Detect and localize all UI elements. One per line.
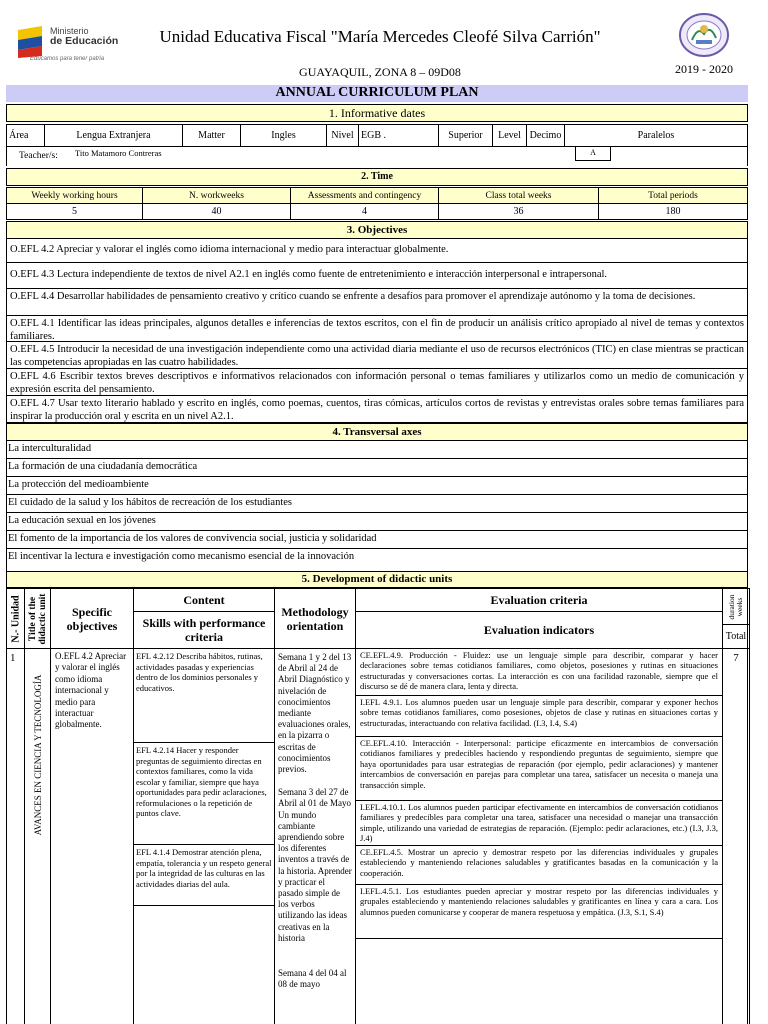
- ecuador-flag-icon: [16, 26, 44, 58]
- school-name: Unidad Educativa Fiscal "María Mercedes Cleofé Silva Carrión": [159, 27, 601, 46]
- level-label: Level: [493, 125, 527, 147]
- time-header-weekly-hours: Weekly working hours: [7, 188, 143, 204]
- transversal-axis-item: La educación sexual en los jóvenes: [6, 513, 748, 531]
- transversal-axis-item: El fomento de la importancia de los valores de convivencia social, justicia y solidaridad: [6, 531, 748, 549]
- unit-skill-item: EFL 4.2.12 Describa hábitos, rutinas, actividades pasadas y experiencias dentro de los dominios personales y educativos.: [133, 648, 275, 743]
- unit-skill-item: EFL 4.1.4 Demostrar atención plena, empatía, tolerancia y un respeto general por la integridad de las culturas en las actividades diarias del aula.: [133, 844, 275, 906]
- methodology-week-item: Semana 1 y 2 del 13 de Abril al 24 de Abril Diagnóstico y nivelación de conocimientos mediante evaluaciones orales, en la pizarra o escritas de conocimientos previos.: [278, 652, 352, 775]
- evaluation-criterion: CE.EFL.4.5. Mostrar un aprecio y demostrar respeto por las diferencias individuales y grupales estableciendo y manteniendo relaciones saludables y gratificantes basadas en la comunicación y la cooperación.: [355, 845, 723, 885]
- evaluation-indicator: I.EFL.4.10.1. Los alumnos pueden participar efectivamente en intercambios de conversación cotidianos familiares y predecibles para completar una tarea, satisfacer una necesidad o manejar una transacción simple, utilizando una variedad de estrategias de reparación. (Ejemplo: pedir aclaraciones, etc.) (I.3, J.3, J.4): [355, 800, 723, 846]
- header-unit-number: N.- Unidad: [6, 588, 25, 649]
- header-skills: Skills with performance criteria: [133, 611, 275, 649]
- school-location: GUAYAQUIL, ZONA 8 – 09D08: [299, 65, 461, 79]
- plan-title: ANNUAL CURRICULUM PLAN: [6, 85, 748, 102]
- paralelos-label: Paralelos: [565, 125, 748, 147]
- transversal-axis-item: La formación de una ciudadanía democrática: [6, 459, 748, 477]
- unit-duration: 7: [722, 648, 750, 1024]
- unit-skill-empty: [133, 905, 275, 1024]
- header-evaluation-indicators: Evaluation indicators: [355, 611, 723, 649]
- evaluation-criterion: CE.EFL.4.10. Interacción - Interpersonal: participe eficazmente en intercambios de conversación cotidianos familiares y predecibles haciendo y respondiendo preguntas de seguimiento, siempre que haya oportunidades para usar estrategias de reparación (por ejemplo, pedir aclaraciones) y mantener intercambios de conversación en parejas para completar una tarea, satisfacer un necesita o maneja una transacción simple.: [355, 736, 723, 801]
- transversal-axis-item: La interculturalidad: [6, 441, 748, 459]
- matter-value: Ingles: [241, 125, 327, 147]
- teacher-label: Teacher/s:: [19, 151, 58, 161]
- objective-item: O.EFL 4.2 Apreciar y valorar el inglés como idioma internacional y medio para interactuar globalmente.: [6, 239, 748, 263]
- methodology-week-item: Semana 4 del 04 al 08 de mayo: [278, 968, 347, 990]
- objective-item: O.EFL 4.3 Lectura independiente de textos de nivel A2.1 en inglés como fuente de entretenimiento e interacción interpersonal e intrapersonal.: [6, 263, 748, 289]
- objective-item: O.EFL 4.5 Introducir la necesidad de una investigación independiente como una actividad diaria mediante el uso de recursos electrónicos (TIC) en clase mientras se practican las competencias apropiadas en las cuatro habilidades.: [6, 342, 748, 369]
- methodology-week-item: Semana 3 del 27 de Abril al 01 de Mayo Un mundo cambiante aprendiendo sobre los diferentes inventos a través de la historia. Aprender y practicar el pasado simple de los verbos utilizando las ideas creativas en la historia: [278, 787, 352, 943]
- evaluation-empty: [355, 938, 723, 1024]
- nivel-value: EGB .: [359, 125, 439, 147]
- ministry-logo: [14, 22, 124, 66]
- unit-number: 1: [6, 648, 25, 1024]
- area-value: Lengua Extranjera: [45, 125, 183, 147]
- header-unit-title: Title of the didactic unit: [24, 588, 51, 649]
- time-value-class-weeks: 36: [439, 204, 599, 220]
- teacher-row: [6, 146, 748, 166]
- section-objectives-title: 3. Objectives: [6, 221, 748, 239]
- ministry-name-line2: de Educación: [50, 35, 119, 47]
- matter-label: Matter: [183, 125, 241, 147]
- time-value-assessments: 4: [291, 204, 439, 220]
- time-value-workweeks: 40: [143, 204, 291, 220]
- objective-item: O.EFL 4.4 Desarrollar habilidades de pensamiento creativo y crítico cuando se enfrente a desafíos para promover el aprendizaje autónomo y la toma de decisiones.: [6, 289, 748, 316]
- unit-title: AVANCES EN CIENCIA Y TECNOLOGÍA: [32, 674, 43, 836]
- area-label: Área: [7, 125, 45, 147]
- time-value-total-periods: 180: [599, 204, 748, 220]
- level-value: Decimo: [527, 125, 565, 147]
- superior-label: Superior: [439, 125, 493, 147]
- school-year: 2019 - 2020: [675, 62, 733, 76]
- evaluation-indicator: I.EFL 4.9.1. Los alumnos pueden usar un lenguaje simple para describir, comparar y exponer hechos sobre temas cotidianos familiares, como posesiones, objetos de clase y rutinas en situaciones cortas y estructuradas, interactuando con relativa facilidad. (I.3, I.4, S.4): [355, 695, 723, 737]
- objective-item: O.EFL 4.7 Usar texto literario hablado y escrito en inglés, como poemas, cuentos, tiras cómicas, artículos cortos de revistas y entrevistas orales sobre temas familiares para inspirar la producción oral y escrita en un nivel A2.1.: [6, 396, 748, 423]
- didactic-units-table: [6, 588, 748, 1024]
- section-time-title: 2. Time: [6, 168, 748, 186]
- informative-dates-table: [6, 124, 748, 147]
- unit-methodology: [274, 648, 356, 1024]
- document-header: [0, 0, 768, 86]
- unit-title-cell: [24, 648, 51, 1024]
- nivel-label: Nivel: [327, 125, 359, 147]
- teacher-name: Tito Matamoro Contreras: [75, 148, 162, 158]
- transversal-axis-item: La protección del medioambiente: [6, 477, 748, 495]
- paralelo-value: A: [575, 147, 611, 161]
- school-seal-icon: [678, 12, 730, 58]
- time-header-total-periods: Total periods: [599, 188, 748, 204]
- header-methodology: Methodology orientation: [274, 588, 356, 649]
- objective-item: O.EFL 4.1 Identificar las ideas principales, algunos detalles e inferencias de textos escritos, con el fin de producir un análisis crítico apropiado al nivel de temas y contextos familiares.: [6, 316, 748, 342]
- ministry-slogan: Educamos para tener patria: [30, 56, 105, 62]
- section-transversal-axes-title: 4. Transversal axes: [6, 423, 748, 441]
- time-table: [6, 187, 748, 220]
- ministry-name-line1: Ministerio: [50, 26, 89, 36]
- time-value-weekly-hours: 5: [7, 204, 143, 220]
- header-content: Content: [133, 588, 275, 612]
- evaluation-criterion: CE.EFL.4.9. Producción - Fluidez: use un lenguaje simple para describir, comparar y hacer declaraciones sobre temas cotidianos familiares, como objetos, posesiones y rutinas en situaciones estructuradas y conversaciones cortas. La interacción es con una facilidad razonable, siempre que el discurso se dé de manera clara, lenta y directa.: [355, 648, 723, 696]
- time-header-class-weeks: Class total weeks: [439, 188, 599, 204]
- unit-skill-item: EFL 4.2.14 Hacer y responder preguntas de seguimiento directas en contextos familiares, como la vida escolar y familiar, siempre que haya oportunidades para pedir aclaraciones, reformulaciones o la repetición de puntos clave.: [133, 742, 275, 845]
- section-informative-dates-title: 1. Informative dates: [6, 104, 748, 122]
- section-didactic-units-title: 5. Development of didactic units: [6, 571, 748, 588]
- header-duration: duration weeks: [722, 588, 750, 625]
- unit-specific-objective: O.EFL 4.2 Apreciar y valorar el inglés como idioma internacional y medio para interactuar globalmente.: [50, 648, 134, 1024]
- evaluation-indicator: I.EFL.4.5.1. Los estudiantes pueden apreciar y mostrar respeto por las diferencias individuales y grupales estableciendo y manteniendo relaciones saludables y gratificantes en línea y cara a cara. Los alumnos pueden comunicarse y cooperar de manera respetuosa y empática. (J.3, S.1, S.4): [355, 884, 723, 939]
- time-header-workweeks: N. workweeks: [143, 188, 291, 204]
- transversal-axis-item: El incentivar la lectura e investigación como mecanismo esencial de la innovación: [6, 549, 748, 571]
- transversal-axis-item: El cuidado de la salud y los hábitos de recreación de los estudiantes: [6, 495, 748, 513]
- header-evaluation-criteria: Evaluation criteria: [355, 588, 723, 612]
- header-specific-objectives: Specific objectives: [50, 588, 134, 649]
- objective-item: O.EFL 4.6 Escribir textos breves descriptivos e informativos relacionados con información personal o temas familiares y utilizarlos como un medio de comunicación y expresión escrita del pensamiento.: [6, 369, 748, 396]
- time-header-assessments: Assessments and contingency: [291, 188, 439, 204]
- header-total: Total: [722, 624, 750, 649]
